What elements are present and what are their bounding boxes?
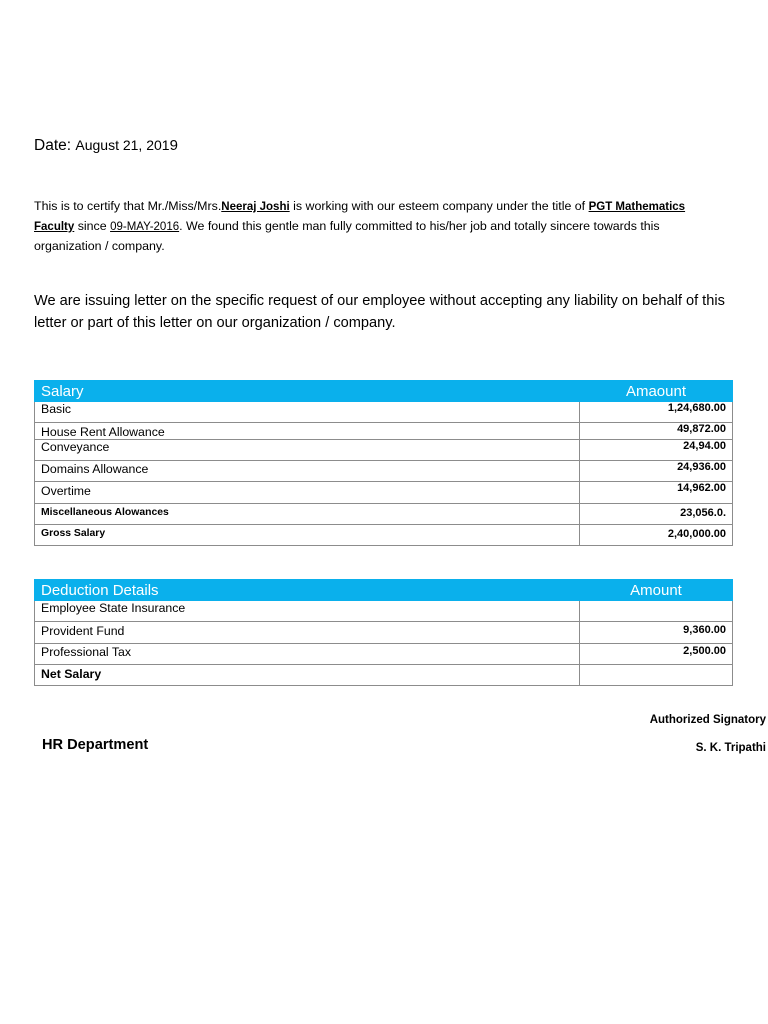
- deduction-table: [34, 579, 733, 686]
- date-value-end: 9: [169, 137, 178, 154]
- row-label: Professional Tax: [35, 644, 580, 665]
- intro-text-1: This is to certify that Mr./Miss/Mrs.: [34, 199, 222, 213]
- date-label: Date:: [34, 137, 72, 154]
- signatory-name: S. K. Tripathi: [695, 742, 766, 754]
- table-row: [35, 402, 733, 423]
- table-row: [35, 423, 733, 440]
- row-label: Provident Fund: [35, 622, 580, 644]
- deduction-header-label: Deduction Details: [35, 580, 580, 601]
- row-amount: 2,500.00: [580, 644, 733, 665]
- net-salary-amount: [580, 665, 733, 686]
- signatory-title: Authorized Signatory: [649, 714, 766, 726]
- row-amount: 24,94.00: [580, 440, 733, 461]
- table-row: [35, 461, 733, 482]
- table-row: [35, 525, 733, 546]
- intro-text-4: . We found this gentle man fully committed to his/her job and totally sincere towards this organization / company.: [34, 219, 660, 253]
- statement-paragraph: We are issuing letter on the specific request of our employee without accepting any liability on behalf of this letter or part of this letter on our organization / company.: [34, 293, 725, 331]
- intro-text-2: is working with our esteem company under the title of: [289, 199, 589, 213]
- intro-text-3: since: [74, 219, 111, 233]
- row-amount: 14,962.00: [580, 482, 733, 504]
- row-amount: 23,056.0.: [580, 504, 733, 525]
- salary-header-label: Salary: [35, 381, 580, 402]
- gross-salary-label: Gross Salary: [35, 525, 580, 546]
- table-row: [35, 644, 733, 665]
- salary-header-amount: Amaount: [580, 381, 733, 402]
- row-amount: 1,24,680.00: [580, 402, 733, 423]
- table-row: [35, 622, 733, 644]
- row-label: Miscellaneous Alowances: [35, 504, 580, 525]
- table-row: [35, 601, 733, 622]
- date-value: August 21, 201: [75, 137, 170, 153]
- join-date: 09-MAY-2016: [110, 221, 180, 233]
- table-row: [35, 665, 733, 686]
- certification-paragraph: [34, 197, 724, 256]
- row-amount: 49,872.00: [580, 423, 733, 440]
- salary-table: [34, 380, 733, 546]
- row-amount: 24,936.00: [580, 461, 733, 482]
- table-row: [35, 504, 733, 525]
- deduction-header-amount: Amount: [580, 580, 733, 601]
- row-amount: [580, 601, 733, 622]
- employee-name: Neeraj Joshi: [221, 201, 290, 213]
- gross-salary-amount: 2,40,000.00: [580, 525, 733, 546]
- row-label: Domains Allowance: [35, 461, 580, 482]
- salary-table-header: [35, 381, 733, 402]
- job-title: PGT Mathematics Faculty: [34, 201, 686, 233]
- row-label: Basic: [35, 402, 580, 423]
- table-row: [35, 482, 733, 504]
- deduction-table-header: [35, 580, 733, 601]
- letter-date: [34, 137, 178, 155]
- row-label: Employee State Insurance: [35, 601, 580, 622]
- net-salary-label: Net Salary: [35, 665, 580, 686]
- department-name: HR Department: [42, 737, 149, 753]
- row-amount: 9,360.00: [580, 622, 733, 644]
- table-row: [35, 440, 733, 461]
- row-label: Overtime: [35, 482, 580, 504]
- row-label: House Rent Allowance: [35, 423, 580, 440]
- row-label: Conveyance: [35, 440, 580, 461]
